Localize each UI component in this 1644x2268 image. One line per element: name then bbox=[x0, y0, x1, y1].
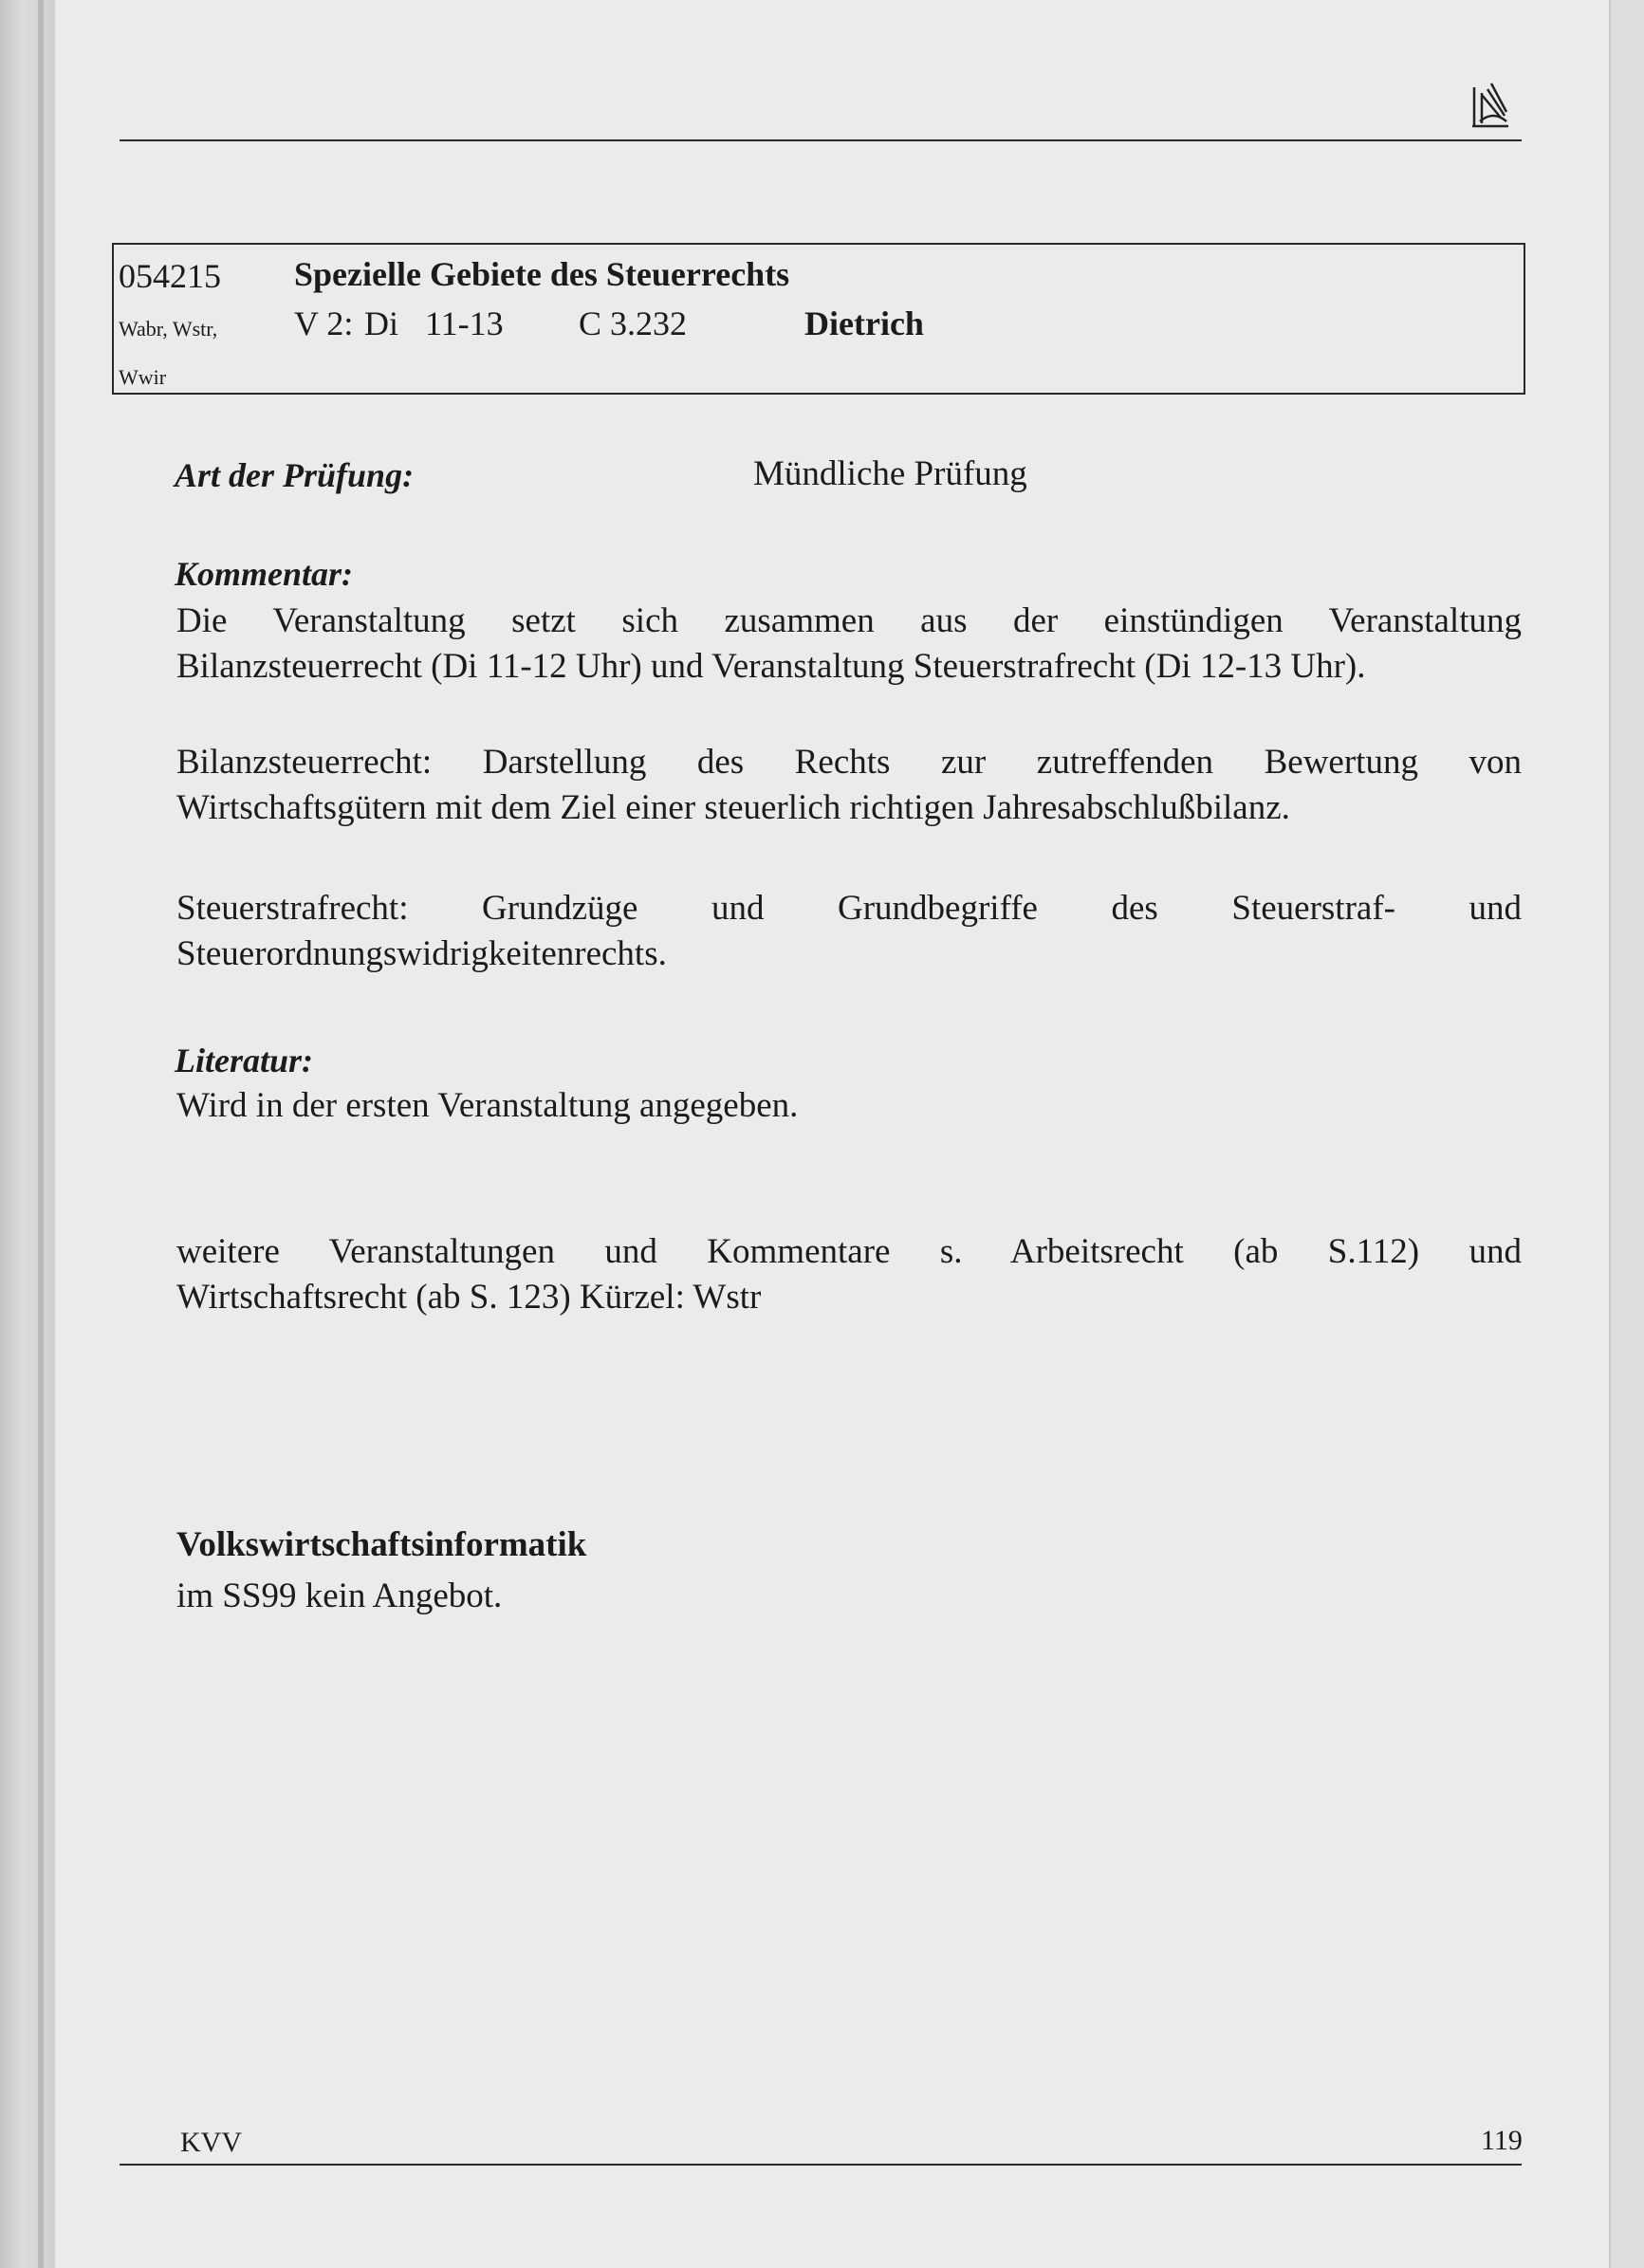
comment-paragraph-1-line-1: Die Veranstaltung setzt sich zusammen aus der einstündigen Veranstaltung bbox=[176, 601, 1522, 640]
header-rule bbox=[120, 139, 1522, 141]
comment-paragraph-1-line-2: Bilanzsteuerrecht (Di 11-12 Uhr) und Veranstaltung Steuerstrafrecht (Di 12-13 Uhr). bbox=[176, 647, 1366, 686]
book-stack-logo-icon bbox=[1469, 74, 1510, 131]
exam-value: Mündliche Prüfung bbox=[753, 454, 1027, 493]
comment-paragraph-3-line-2: Steuerordnungswidrigkeitenrechts. bbox=[176, 934, 667, 973]
course-day: Di bbox=[364, 304, 398, 342]
section-title: Volkswirtschaftsinformatik bbox=[176, 1525, 587, 1564]
course-id: 054215 bbox=[119, 257, 221, 295]
footer-rule bbox=[120, 2164, 1522, 2166]
course-type: V 2: bbox=[294, 304, 354, 342]
course-time: 11-13 bbox=[425, 304, 504, 342]
exam-label: Art der Prüfung: bbox=[175, 456, 415, 494]
literature-text: Wird in der ersten Veranstaltung angegeben. bbox=[176, 1086, 799, 1125]
course-faculties-continued: Wwir bbox=[119, 365, 167, 389]
page-edge bbox=[1609, 0, 1644, 2268]
binding-shadow bbox=[38, 0, 44, 2268]
comment-label: Kommentar: bbox=[175, 555, 354, 593]
course-teacher: Dietrich bbox=[804, 304, 924, 342]
book-binding bbox=[0, 0, 55, 2268]
comment-paragraph-2-line-1: Bilanzsteuerrecht: Darstellung des Rechts zur zutreffenden Bewertung von bbox=[176, 743, 1522, 782]
comment-paragraph-2-line-2: Wirtschaftsgütern mit dem Ziel einer steuerlich richtigen Jahresabschlußbilanz. bbox=[176, 788, 1290, 827]
comment-paragraph-3-line-1: Steuerstrafrecht: Grundzüge und Grundbegriffe des Steuerstraf- und bbox=[176, 889, 1522, 928]
course-title: Spezielle Gebiete des Steuerrechts bbox=[294, 255, 790, 293]
course-faculties: Wabr, Wstr, bbox=[119, 317, 218, 341]
more-courses-line-2: Wirtschaftsrecht (ab S. 123) Kürzel: Wstr bbox=[176, 1278, 762, 1317]
footer-label: KVV bbox=[180, 2127, 242, 2158]
page-number: 119 bbox=[1481, 2125, 1523, 2156]
literature-label: Literatur: bbox=[175, 1042, 314, 1079]
course-box bbox=[112, 243, 1525, 395]
section-text: im SS99 kein Angebot. bbox=[176, 1577, 503, 1615]
course-room: C 3.232 bbox=[579, 304, 688, 342]
more-courses-line-1: weitere Veranstaltungen und Kommentare s. Arbeitsrecht (ab S.112) und bbox=[176, 1232, 1522, 1271]
